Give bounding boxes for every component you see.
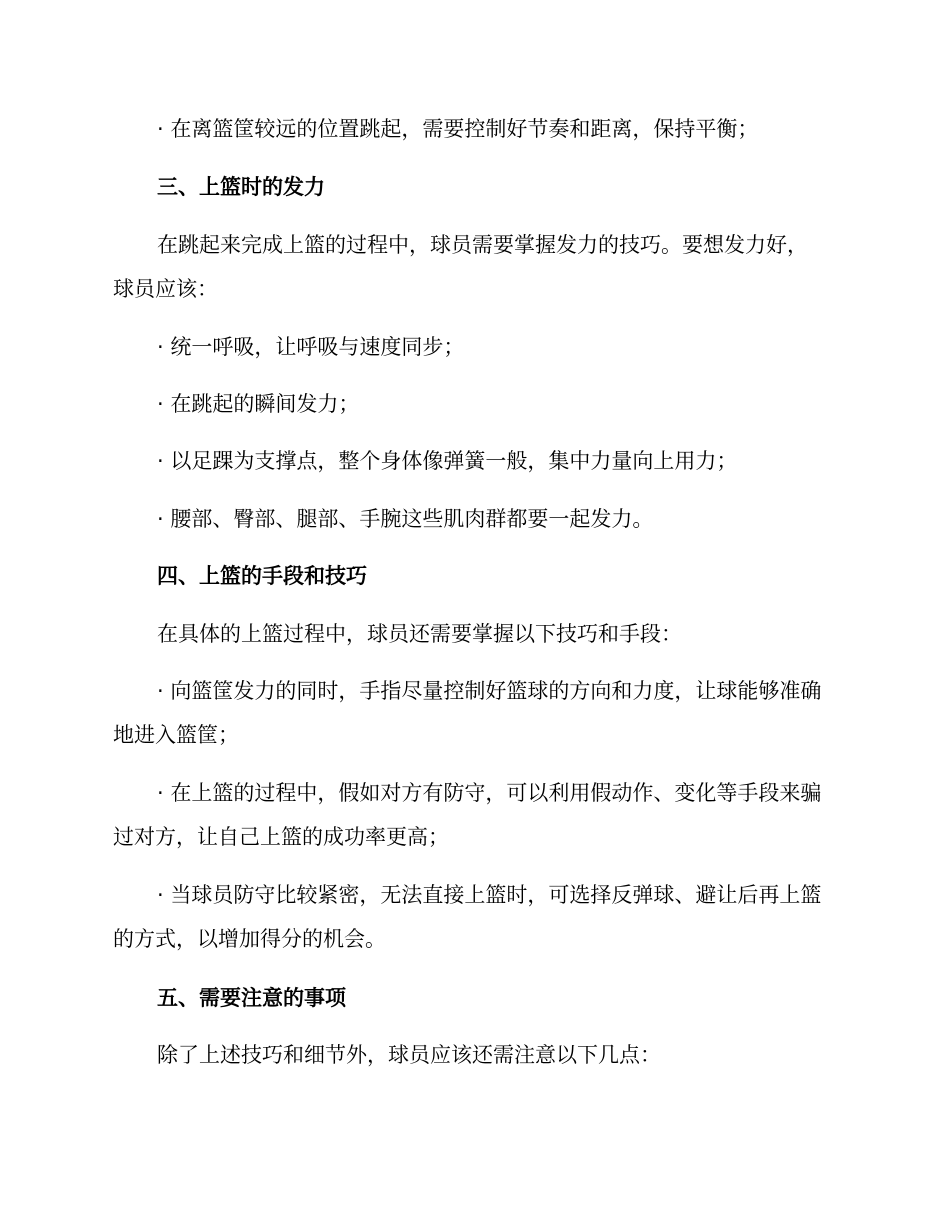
bullet-paragraph: · 以足踝为支撑点，整个身体像弹簧一般，集中力量向上用力； [157, 449, 738, 473]
bullet-paragraph: · 向篮筐发力的同时，手指尽量控制好篮球的方向和力度，让球能够准确地进入篮筐； [113, 679, 822, 747]
section-heading: 五、需要注意的事项 [157, 986, 346, 1010]
body-paragraph: 除了上述技巧和细节外，球员应该还需注意以下几点： [157, 1043, 661, 1067]
body-paragraph: 在具体的上篮过程中，球员还需要掌握以下技巧和手段： [157, 622, 682, 646]
body-paragraph: 在跳起来完成上篮的过程中，球员需要掌握发力的技巧。要想发力好，球员应该： [113, 233, 808, 301]
bullet-paragraph: · 在上篮的过程中，假如对方有防守，可以利用假动作、变化等手段来骗过对方，让自己上篮的成功率更高； [113, 781, 822, 849]
bullet-paragraph: · 当球员防守比较紧密，无法直接上篮时，可选择反弹球、避让后再上篮的方式，以增加得分的机会。 [113, 883, 822, 951]
section-heading: 四、上篮的手段和技巧 [157, 564, 367, 588]
section-heading: 三、上篮时的发力 [157, 175, 325, 199]
bullet-paragraph: · 在离篮筐较远的位置跳起，需要控制好节奏和距离，保持平衡； [157, 117, 759, 141]
bullet-paragraph: · 在跳起的瞬间发力； [157, 392, 360, 416]
bullet-paragraph: · 统一呼吸，让呼吸与速度同步； [157, 335, 465, 359]
bullet-paragraph: · 腰部、臀部、腿部、手腕这些肌肉群都要一起发力。 [157, 507, 654, 531]
